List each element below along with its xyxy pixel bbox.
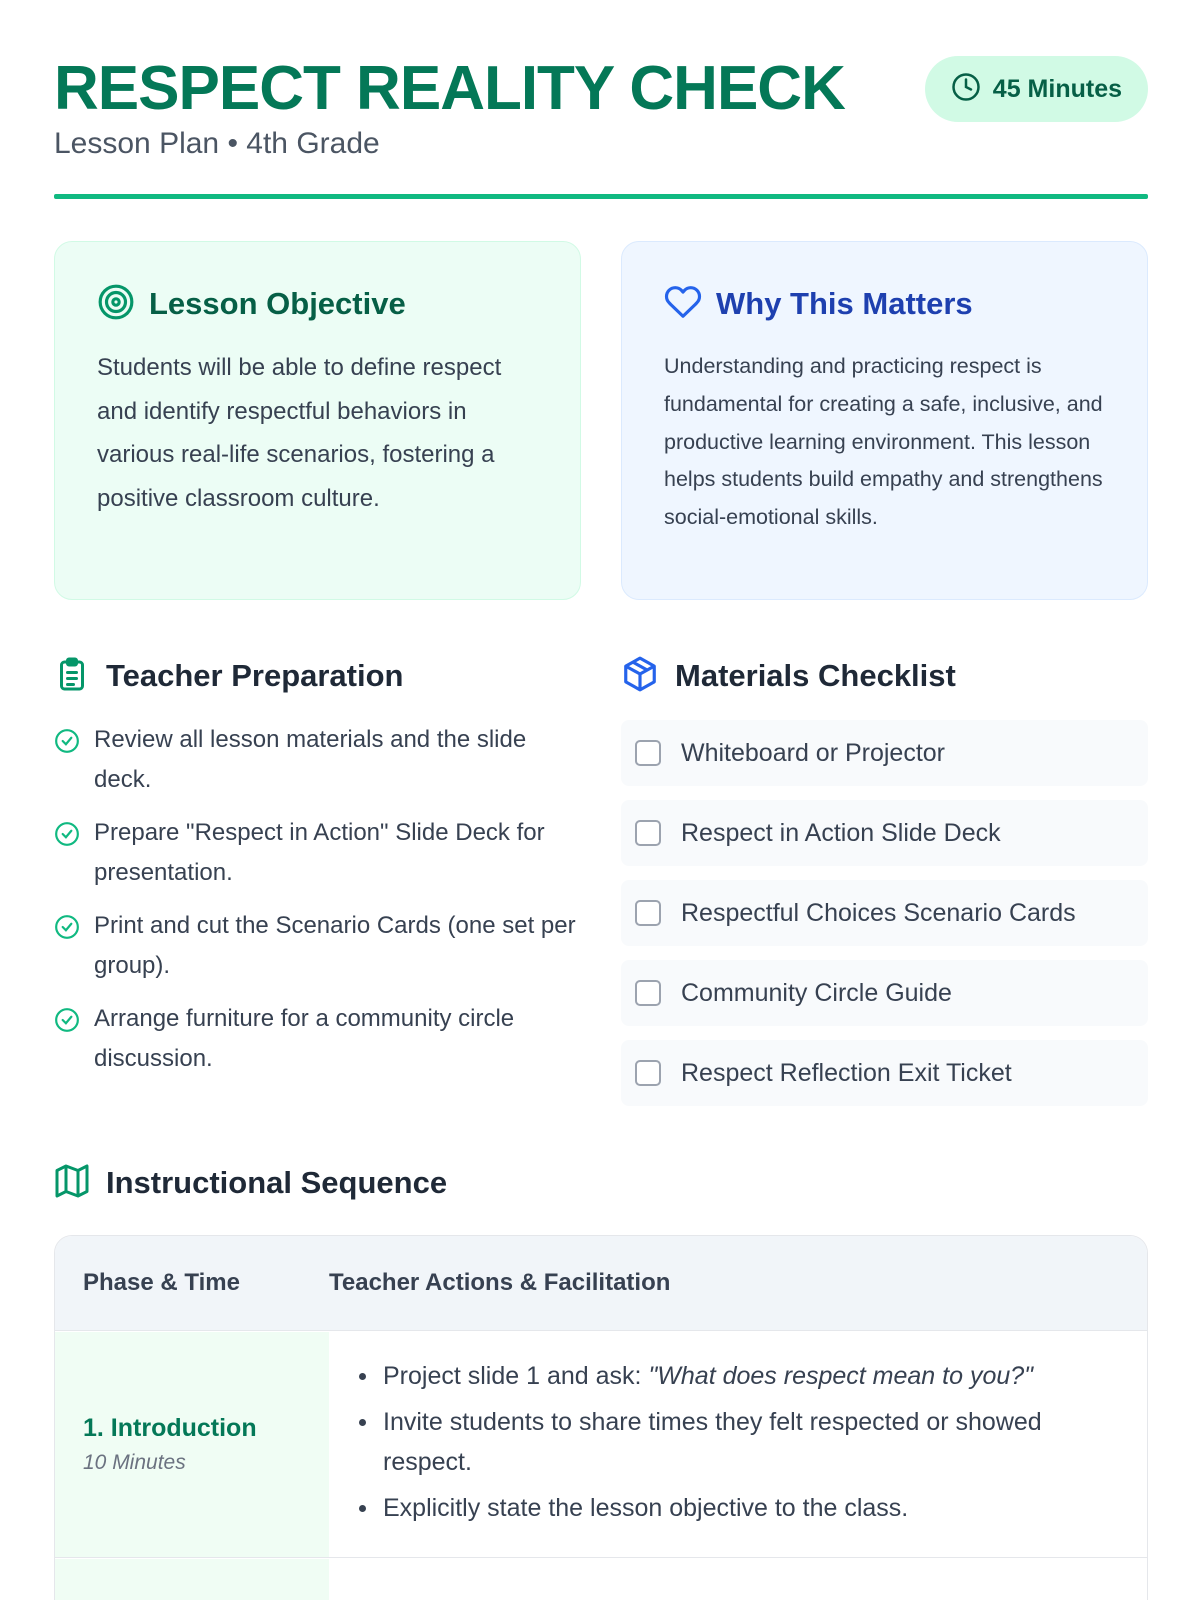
objective-card (54, 241, 581, 600)
map-icon (54, 1163, 90, 1204)
sequence-section-head (54, 1163, 447, 1203)
checklist-label: Community Circle Guide (681, 978, 952, 1007)
checklist-item[interactable] (621, 960, 1148, 1026)
table-row (55, 1332, 1148, 1558)
preparation-section-head (54, 656, 403, 696)
column-header-phase: Phase & Time (83, 1269, 240, 1296)
check-circle-icon (54, 906, 80, 986)
phase-cell (55, 1559, 329, 1600)
why-heading: Why This Matters (716, 286, 973, 321)
header-divider (54, 194, 1148, 199)
prep-item-text: Print and cut the Scenario Cards (one set per group). (94, 912, 576, 979)
phase-cell (55, 1332, 329, 1557)
checkbox[interactable] (635, 1060, 661, 1086)
sequence-heading: Instructional Sequence (106, 1165, 448, 1200)
checklist-item[interactable] (621, 800, 1148, 866)
table-header (55, 1236, 1147, 1331)
checklist-label: Respect in Action Slide Deck (681, 818, 1001, 847)
prep-item-text: Prepare "Respect in Action" Slide Deck for presentation. (94, 819, 545, 886)
phase-time: 10 Minutes (83, 1451, 186, 1474)
checkbox[interactable] (635, 740, 661, 766)
prep-item-text: Arrange furniture for a community circle discussion. (94, 1005, 515, 1072)
why-text: Understanding and practicing respect is fundamental for creating a safe, inclusive, and productive learning environment. This lesson helps students build empathy and strengthens social-emotional skills. (664, 354, 1103, 530)
lesson-plan-page (54, 0, 1148, 1600)
clock-icon (951, 72, 981, 107)
checklist-label: Respect Reflection Exit Ticket (681, 1058, 1012, 1087)
list-item (54, 720, 581, 800)
checklist-item[interactable] (621, 880, 1148, 946)
materials-section-head (621, 656, 956, 696)
phase-name: 1. Introduction (83, 1414, 257, 1442)
checklist-item[interactable] (621, 1040, 1148, 1106)
page-title: RESPECT REALITY CHECK (54, 54, 845, 123)
why-card (621, 241, 1148, 600)
duration-badge (925, 56, 1148, 122)
objective-heading: Lesson Objective (149, 286, 406, 321)
heart-icon (664, 283, 702, 326)
action-item: Explicitly state the lesson objective to the class. (357, 1488, 1121, 1528)
duration-label: 45 Minutes (992, 74, 1122, 103)
check-circle-icon (54, 813, 80, 893)
checkbox[interactable] (635, 980, 661, 1006)
materials-heading: Materials Checklist (675, 658, 956, 693)
preparation-heading: Teacher Preparation (106, 658, 404, 693)
action-text: Project slide 1 and ask: (383, 1362, 649, 1390)
list-item (54, 999, 581, 1079)
checklist-label: Respectful Choices Scenario Cards (681, 898, 1076, 927)
check-circle-icon (54, 720, 80, 800)
materials-checklist (621, 720, 1148, 1120)
objective-text: Students will be able to define respect and identify respectful behaviors in various real-life scenarios, fostering a positive classroom culture. (97, 354, 502, 512)
column-header-actions: Teacher Actions & Facilitation (329, 1269, 671, 1296)
checklist-item[interactable] (621, 720, 1148, 786)
action-question: "What does respect mean to you?" (648, 1362, 1034, 1390)
clipboard-icon (54, 655, 90, 698)
page-subtitle: Lesson Plan • 4th Grade (54, 127, 380, 160)
list-item (54, 813, 581, 893)
checkbox[interactable] (635, 900, 661, 926)
checklist-label: Whiteboard or Projector (681, 738, 946, 767)
action-item (357, 1356, 1121, 1396)
table-row (55, 1559, 1148, 1600)
list-item (54, 906, 581, 986)
preparation-list (54, 720, 581, 1092)
sequence-table (54, 1235, 1148, 1600)
actions-cell (329, 1332, 1148, 1557)
action-item: Invite students to share times they felt respected or showed respect. (357, 1402, 1121, 1482)
box-icon (621, 655, 659, 698)
header (54, 56, 1148, 196)
checkbox[interactable] (635, 820, 661, 846)
target-icon (97, 283, 135, 326)
check-circle-icon (54, 999, 80, 1079)
prep-item-text: Review all lesson materials and the slide deck. (94, 726, 527, 793)
